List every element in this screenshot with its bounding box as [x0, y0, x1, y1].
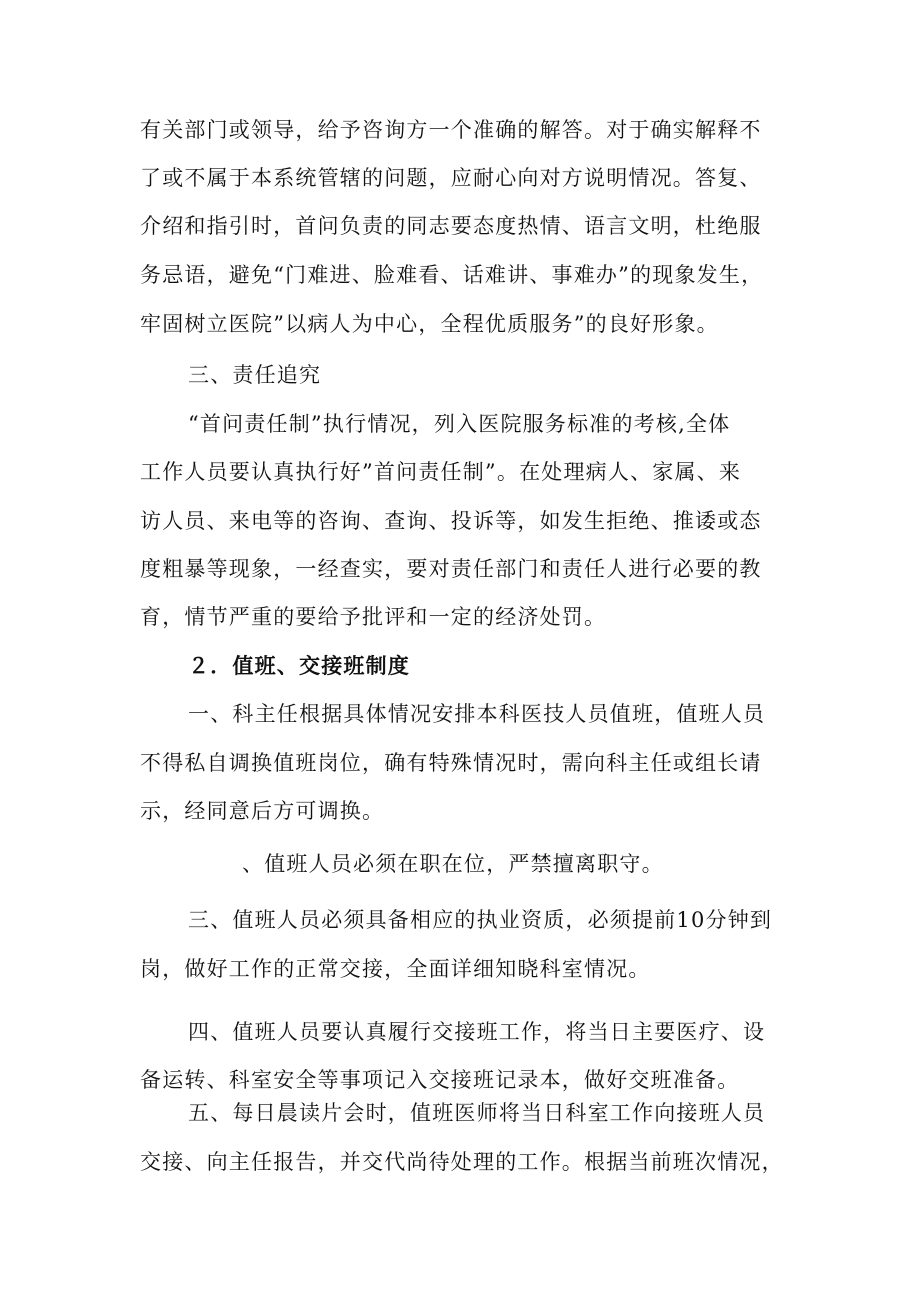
section-title: ２．值班、交接班制度	[188, 654, 410, 678]
paragraph-line: 有关部门或领导，给予咨询方一个准确的解答。对于确实解释不	[140, 118, 762, 142]
paragraph-line: 三、值班人员必须具备相应的执业资质，必须提前10分钟到	[188, 908, 773, 932]
section-heading: 三、责任追究	[188, 363, 322, 387]
paragraph-line: 度粗暴等现象，一经查实，要对责任部门和责任人进行必要的教	[140, 557, 762, 581]
paragraph-line: 交接、向主任报告，并交代尚待处理的工作。根据当前班次情况，	[140, 1150, 784, 1174]
paragraph-line: 、值班人员必须在职在位，严禁擅离职守。	[242, 852, 664, 876]
paragraph-line: 育，情节严重的要给予批评和一定的经济处罚。	[140, 605, 607, 629]
paragraph-line: 牢固树立医院”以病人为中心，全程优质服务”的良好形象。	[140, 312, 719, 336]
paragraph-line: “首问责任制”执行情况，列入医院服务标准的考核,全体	[188, 412, 731, 436]
paragraph-line: 务忌语，避免“门难进、脸难看、话难讲、事难办”的现象发生，	[140, 263, 764, 287]
paragraph-line: 一、科主任根据具体情况安排本科医技人员值班，值班人员	[188, 702, 766, 726]
paragraph-line: 示，经同意后方可调换。	[140, 799, 385, 823]
paragraph-line: 介绍和指引时，首问负责的同志要态度热情、语言文明，杜绝服	[140, 214, 762, 238]
paragraph-line: 五、每日晨读片会时，值班医师将当日科室工作向接班人员	[188, 1101, 766, 1125]
paragraph-line: 了或不属于本系统管辖的问题，应耐心向对方说明情况。答复、	[140, 166, 762, 190]
paragraph-line: 四、值班人员要认真履行交接班工作，将当日主要医疗、设	[188, 1020, 766, 1044]
paragraph-line: 不得私自调换值班岗位，确有特殊情况时，需向科主任或组长请	[140, 751, 762, 775]
paragraph-line: 访人员、来电等的咨询、查询、投诉等，如发生拒绝、推诿或态	[140, 509, 762, 533]
paragraph-line: 工作人员要认真执行好”首问责任制”。在处理病人、家属、来	[140, 460, 742, 484]
paragraph-line: 岗，做好工作的正常交接，全面详细知晓科室情况。	[140, 957, 651, 981]
paragraph-line: 备运转、科室安全等事项记入交接班记录本，做好交班准备。	[140, 1068, 740, 1092]
